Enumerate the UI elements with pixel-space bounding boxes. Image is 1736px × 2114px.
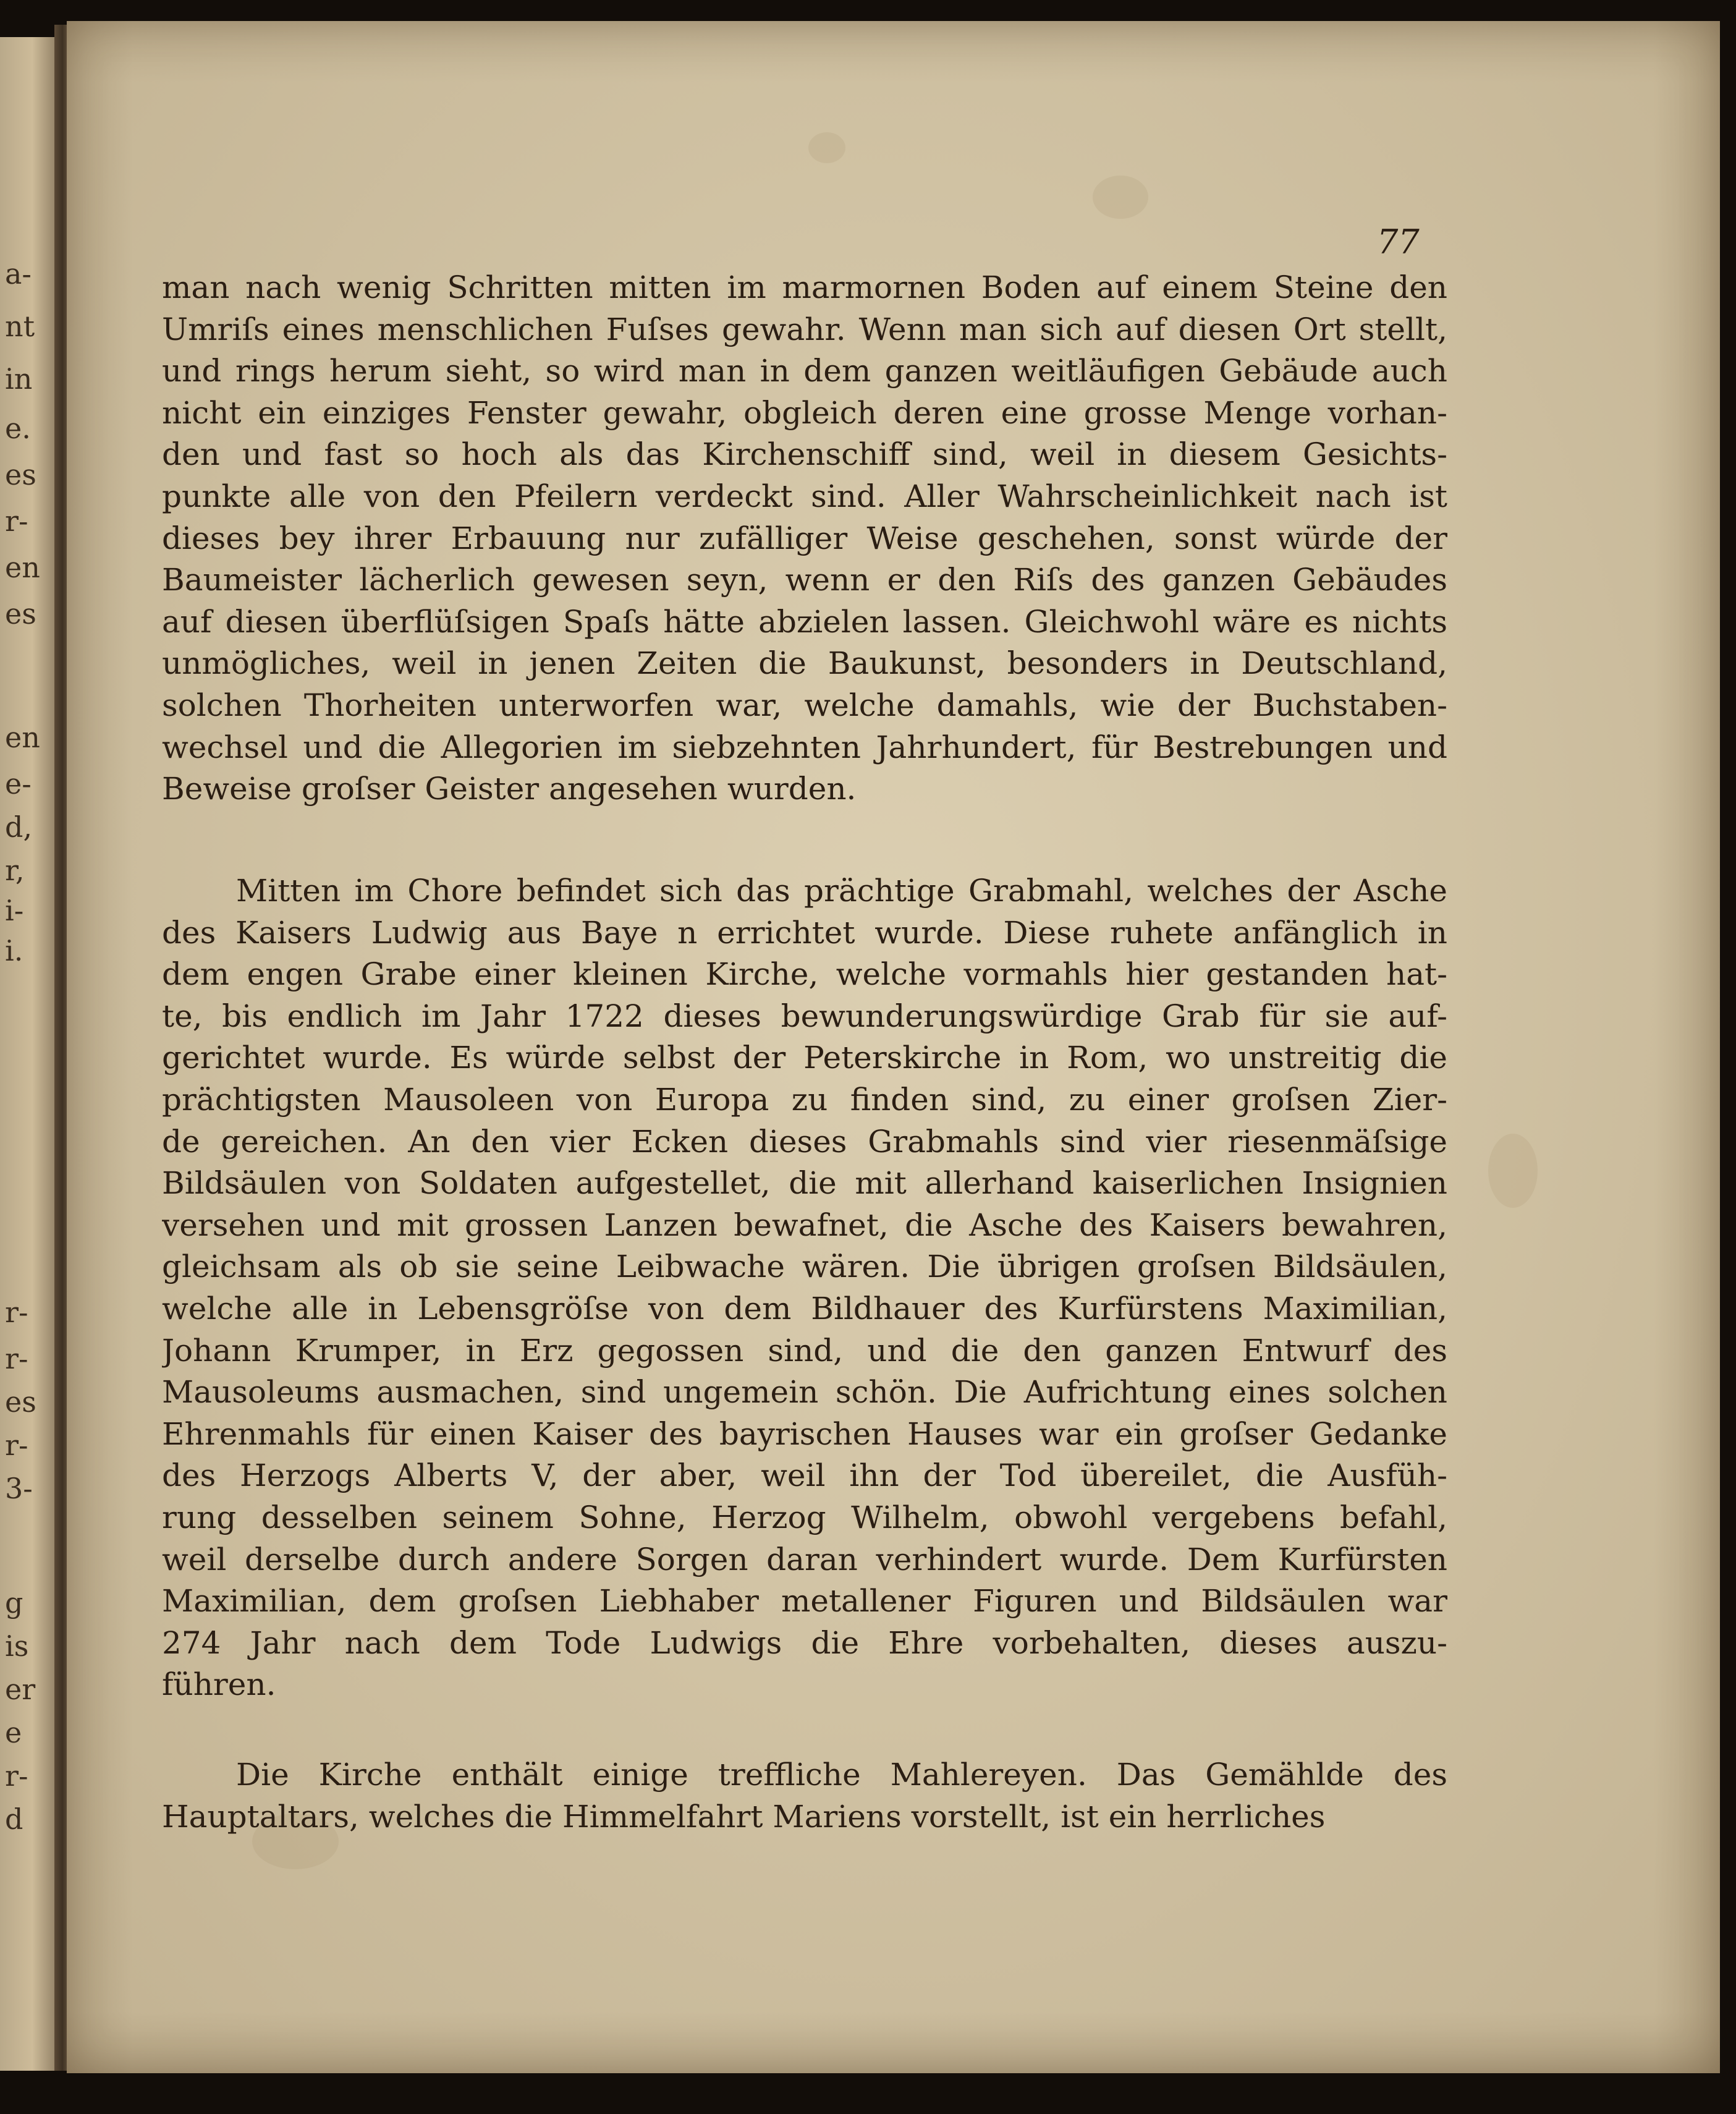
margin-fragment: r- xyxy=(5,504,28,538)
text-line: Baumeister lächerlich gewesen seyn, wenn er den Riſs des ganzen Gebäudes xyxy=(162,562,1447,598)
text-line: auf diesen überflüſsigen Spaſs hätte abzielen lassen. Gleichwohl wäre es nichts xyxy=(162,603,1447,640)
margin-fragment: i- xyxy=(5,894,24,927)
text-line: Hauptaltars, welches die Himmelfahrt Mariens vorstellt, ist ein herrliches xyxy=(162,1798,1326,1835)
paragraph-2 xyxy=(162,870,1447,1706)
text-line: dem engen Grabe einer kleinen Kirche, welche vormahls hier gestanden hat- xyxy=(162,956,1447,993)
text-line: Maximilian, dem groſsen Liebhaber metallener Figuren und Bildsäulen war xyxy=(162,1583,1447,1619)
paper-stain xyxy=(808,132,845,163)
paper-stain xyxy=(1488,1134,1538,1208)
margin-fragment: es xyxy=(5,1385,36,1419)
previous-page-edge xyxy=(0,37,59,2071)
margin-fragment: en xyxy=(5,551,40,584)
margin-fragment: r- xyxy=(5,1342,28,1375)
text-line: führen. xyxy=(162,1666,276,1703)
text-line: und rings herum sieht, so wird man in dem ganzen weitläufigen Gebäude auch xyxy=(162,353,1447,389)
text-line: rung desselben seinem Sohne, Herzog Wilhelm, obwohl vergebens befahl, xyxy=(162,1499,1447,1535)
text-line: den und fast so hoch als das Kirchenschiff sind, weil in diesem Gesichts- xyxy=(162,436,1447,473)
text-line: Ehrenmahls für einen Kaiser des bayrischen Hauses war ein groſser Gedanke xyxy=(162,1416,1447,1452)
paper-stain xyxy=(1093,176,1148,219)
margin-fragment: en xyxy=(5,721,40,754)
text-line: Mausoleums ausmachen, sind ungemein schön. Die Aufrichtung eines solchen xyxy=(162,1374,1447,1411)
text-line: Mitten im Chore befindet sich das prächtige Grabmahl, welches der Asche xyxy=(236,873,1447,909)
margin-fragment: r, xyxy=(5,854,25,887)
text-line: wechsel und die Allegorien im siebzehnten Jahrhundert, für Bestrebungen und xyxy=(162,729,1447,765)
text-line: 274 Jahr nach dem Tode Ludwigs die Ehre vorbehalten, dieses auszu- xyxy=(162,1624,1447,1661)
margin-fragment: 3- xyxy=(5,1472,33,1505)
margin-fragment: e- xyxy=(5,767,32,800)
text-line: des Herzogs Alberts V, der aber, weil ihn der Tod übereilet, die Ausfüh- xyxy=(162,1458,1447,1494)
paragraph-3 xyxy=(162,1754,1447,1838)
margin-fragment: es xyxy=(5,597,36,630)
margin-fragment: d xyxy=(5,1802,23,1836)
text-line: man nach wenig Schritten mitten im marmornen Boden auf einem Steine den xyxy=(162,270,1447,305)
margin-fragment: a- xyxy=(5,257,32,291)
margin-fragment: r- xyxy=(5,1428,28,1462)
margin-fragment: nt xyxy=(5,310,35,343)
text-line: unmögliches, weil in jenen Zeiten die Baukunst, besonders in Deutschland, xyxy=(162,645,1447,682)
margin-fragment: es xyxy=(5,458,36,491)
margin-fragment: r- xyxy=(5,1296,28,1329)
text-line: weil derselbe durch andere Sorgen daran verhindert wurde. Dem Kurfürsten xyxy=(162,1541,1447,1577)
margin-fragment: r- xyxy=(5,1759,28,1793)
text-line: prächtigsten Mausoleen von Europa zu finden sind, zu einer groſsen Zier- xyxy=(162,1081,1447,1118)
text-line: welche alle in Lebensgröſse von dem Bildhauer des Kurfürstens Maximilian, xyxy=(162,1290,1447,1327)
text-line: de gereichen. An den vier Ecken dieses Grabmahls sind vier riesenmäſsige xyxy=(162,1123,1447,1160)
text-line: versehen und mit grossen Lanzen bewafnet, die Asche des Kaisers bewahren, xyxy=(162,1207,1447,1243)
margin-fragment: e xyxy=(5,1716,22,1749)
margin-fragment: g xyxy=(5,1586,23,1619)
paragraph-1 xyxy=(162,267,1447,810)
margin-fragment: i. xyxy=(5,934,23,967)
text-line: Beweise groſser Geister angesehen wurden. xyxy=(162,771,857,807)
text-line: nicht ein einziges Fenster gewahr, obgleich deren eine grosse Menge vorhan- xyxy=(162,394,1447,431)
text-line: te, bis endlich im Jahr 1722 dieses bewunderungswürdige Grab für sie auf- xyxy=(162,998,1447,1034)
text-line: punkte alle von den Pfeilern verdeckt sind. Aller Wahrscheinlichkeit nach ist xyxy=(162,478,1447,514)
margin-fragment: e. xyxy=(5,412,31,445)
margin-fragment: er xyxy=(5,1673,36,1706)
text-line: des Kaisers Ludwig aus Baye n errichtet wurde. Diese ruhete anfänglich in xyxy=(162,914,1447,951)
text-line: Die Kirche enthält einige treffliche Mahlereyen. Das Gemählde des xyxy=(236,1757,1447,1793)
text-line: dieses bey ihrer Erbauung nur zufälliger Weise geschehen, sonst würde der xyxy=(162,520,1447,556)
margin-fragment: in xyxy=(5,362,33,396)
text-line: gleichsam als ob sie seine Leibwache wären. Die übrigen groſsen Bildsäulen, xyxy=(162,1249,1447,1285)
text-line: Bildsäulen von Soldaten aufgestellet, die mit allerhand kaiserlichen Insignien xyxy=(162,1165,1447,1202)
text-line: Umriſs eines menschlichen Fuſses gewahr. Wenn man sich auf diesen Ort stellt, xyxy=(162,311,1447,347)
text-line: gerichtet wurde. Es würde selbst der Peterskirche in Rom, wo unstreitig die xyxy=(162,1040,1447,1076)
text-line: Johann Krumper, in Erz gegossen sind, und die den ganzen Entwurf des xyxy=(162,1332,1447,1369)
margin-fragment: d, xyxy=(5,810,33,844)
page-number: 77 xyxy=(1377,223,1420,261)
text-line: solchen Thorheiten unterworfen war, welche damahls, wie der Buchstaben- xyxy=(162,687,1447,723)
margin-fragment: is xyxy=(5,1629,29,1663)
